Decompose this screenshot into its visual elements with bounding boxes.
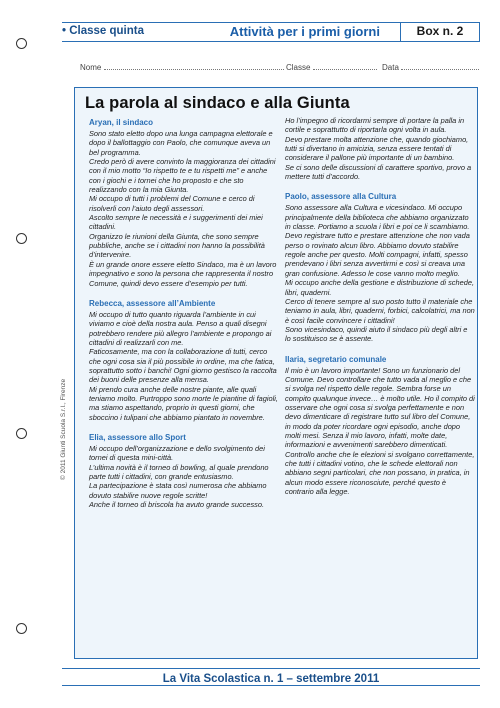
section-text: Mi occupo di tutto quanto riguarda l’ambiente in cui viviamo e cioè della nostra aula. Penso a quali disegni potrebbero rendere più allegro l’ambiente e propongo ai cittadini di realizzarli con me. Faticosamente, ma con la collaborazione di tutti, cerco che ogni cosa sia il più possibile in ordine, ma che fatica, soprattutto sotto i banchi! Ogni giorno gestisco la raccolta dei buoni delle presenze alla mensa. Mi prendo cura anche delle nostre piante, alle quali teniamo molto. Purtroppo sono morte le piantine di fagioli, ma stiamo aspettando, proprio in questi giorni, che sboccino i tulipani che abbiamo piantato in novembre. bbox=[89, 309, 278, 422]
box-label: Box n. 2 bbox=[400, 22, 480, 42]
binder-hole bbox=[16, 428, 27, 439]
section-text: Sono stato eletto dopo una lunga campagna elettorale e dopo il ballottaggio con Paolo, che comunque aveva un bel programma. Credo però di avere convinto la maggioranza dei cittadini con il mio motto “Io rispetto te e tu rispetti me” e anche con i giochi e i tornei che ho proposto e che sto realizzando con la mia Giunta. Mi occupo di tutti i problemi del Comune e cerco di risolverli con l’aiuto degli assessori. Ascolto sempre le necessità e i suggerimenti dei miei cittadini. Organizzo le riunioni della Giunta, che sono sempre pubbliche, anche se i cittadini non hanno la possibilità d’intervenire. È un grande onore essere eletto Sindaco, ma è un lavoro impegnativo e sono la persona che rappresenta il nostro Comune, quindi devo essere d’esempio per tutti. bbox=[89, 129, 277, 288]
section-text: Ho l’impegno di ricordarmi sempre di portare la palla in cortile e soprattutto di riportarla ogni volta in aula. Devo prestare molta attenzione che, quando giochiamo, tutti si divertano in amicizia, senza essere tentati di considerare il pallone più importante di un bambino. Se ci sono delle discussioni di carattere sportivo, provo a mettere tutti d’accordo. bbox=[285, 116, 472, 182]
section-text: Sono assessore alla Cultura e vicesindaco. Mi occupo principalmente della biblioteca che abbiamo organizzato in classe. Portiamo a scuola i libri e poi ce li scambiamo. Devo registrare tutto e prestare attenzione che non vada perso o rovinato alcun libro. Abbiamo dovuto stabilire regole anche per questo. Molti compagni, infatti, spesso prendevano i libri senza avvertirmi e così si creava una gran confusione. Adesso le cose vanno molto meglio. Mi occupo anche della gestione e distribuzione di schede, libri, quaderni. Cerco di tenere sempre al suo posto tutto il materiale che teniamo in aula, libri, quaderni, forbici, calcolatrici, ma non è così facile convincere i cittadini! Sono vicesindaco, quindi aiuto il sindaco più degli altri e lo sostituisco se è assente. bbox=[285, 203, 475, 344]
class-label: • Classe quinta bbox=[62, 25, 144, 37]
section-heading: Elia, assessore allo Sport bbox=[89, 432, 186, 442]
section-heading: Ilaria, segretario comunale bbox=[285, 354, 387, 364]
binder-hole bbox=[16, 233, 27, 244]
copyright-credit: © 2011 Giunti Scuola S.r.l., Firenze bbox=[60, 378, 67, 480]
section-heading: Paolo, assessore alla Cultura bbox=[285, 192, 397, 202]
class-field[interactable] bbox=[286, 63, 377, 72]
page-footer bbox=[62, 668, 480, 686]
section-sport bbox=[89, 433, 279, 509]
section-heading: Aryan, il sindaco bbox=[89, 118, 154, 127]
section-text: Mi occupo dell’organizzazione e dello svolgimento dei tornei di questa mini-città. L’ultima novità è il torneo di bowling, al quale prendono parte tutti i cittadini, con grande entusiasmo. La partecipazione è stata così numerosa che abbiamo dovuto stabilire nuove regole scritte! Anche il torneo di briscola ha avuto grande successo. bbox=[89, 443, 269, 510]
right-column bbox=[285, 116, 475, 507]
class-field-line bbox=[313, 63, 377, 70]
name-field-label: Nome bbox=[80, 63, 102, 72]
class-field-label: Classe bbox=[286, 63, 311, 72]
date-field-line bbox=[401, 63, 479, 70]
page-header bbox=[62, 22, 480, 42]
section-ambiente bbox=[89, 299, 279, 422]
name-field-line bbox=[104, 63, 284, 70]
section-text: Il mio è un lavoro importante! Sono un funzionario del Comune. Devo controllare che tutto vada al meglio e che si svolga nel rispetto delle regole. Sembra forse un compito qualunque invece… è molto utile. Ho il compito di osservare che ogni cosa si svolga perfettamente e non devo dimenticare di registrare tutto sul libro del Comune, in modo da poter ricordare ogni episodio, anche dopo molti mesi. Senza il mio lavoro, infatti, molte date, informazioni e avvenimenti sarebbero dimenticati. Controllo anche che le elezioni si svolgano correttamente, che tutti i cittadini votino, che le schede elettorali non abbiano segni particolari, che non possano, in pratica, in alcun modo essere riconosciute, perché questo è contrario alla legge. bbox=[285, 365, 475, 497]
section-sport-continued bbox=[285, 116, 475, 181]
section-cultura bbox=[285, 192, 475, 343]
binder-hole bbox=[16, 623, 27, 634]
footer-text: La Vita Scolastica n. 1 – settembre 2011 bbox=[162, 673, 380, 685]
binder-holes bbox=[0, 0, 40, 708]
date-field[interactable] bbox=[382, 63, 479, 72]
binder-hole bbox=[16, 38, 27, 49]
section-heading: Rebecca, assessore all’Ambiente bbox=[89, 298, 216, 308]
name-field[interactable] bbox=[80, 63, 284, 72]
content-card bbox=[74, 87, 478, 659]
section-sindaco bbox=[89, 118, 279, 288]
date-field-label: Data bbox=[382, 63, 399, 72]
page-title: Attività per i primi giorni bbox=[229, 24, 380, 39]
card-title: La parola al sindaco e alla Giunta bbox=[85, 94, 350, 112]
left-column bbox=[89, 118, 279, 520]
section-segretario bbox=[285, 355, 475, 497]
